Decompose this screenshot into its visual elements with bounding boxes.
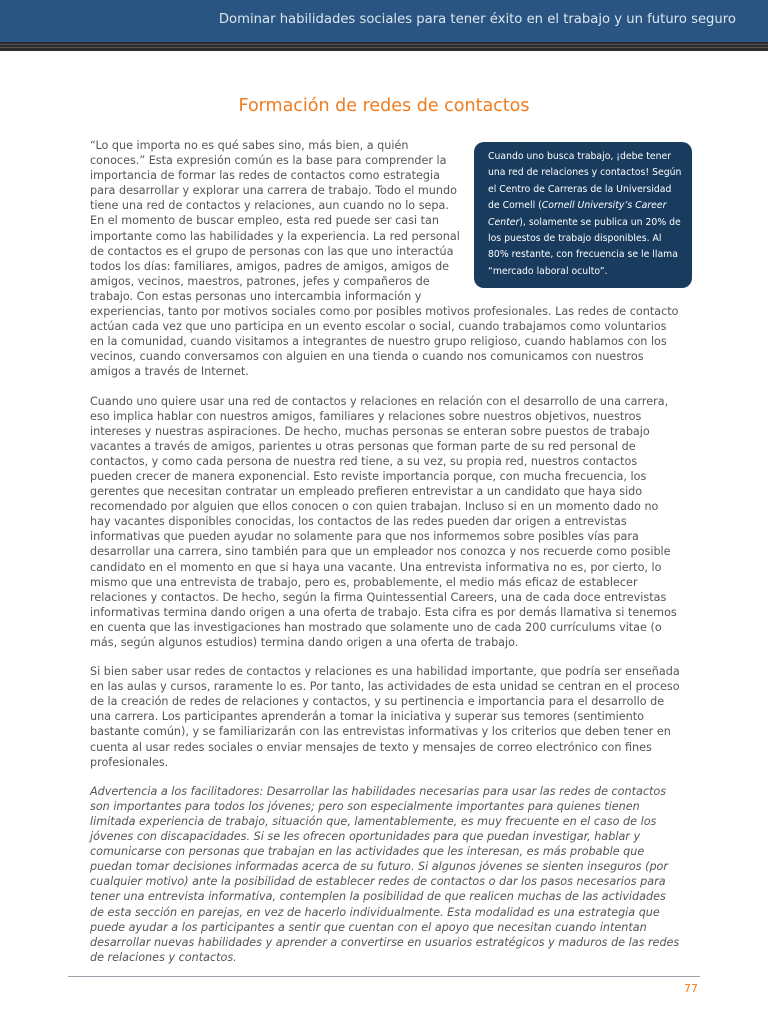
footer-divider [68,976,700,977]
page-number: 77 [684,982,698,995]
header-stripe-line [0,47,768,48]
facilitator-warning-text: Desarrollar las habilidades necesarias para usar las redes de contactos son importantes para todos los jóvenes; pero son especialmente importantes para quienes tienen limitada experiencia de trabajo, situación que, lamentablemente, es muy frecuente en el caso de los jóvenes con discapacidades. Si se les ofrecen oportunidades para que puedan investigar, hablar y comunicarse con personas que trabajan en las actividades que les interesan, es más probable que puedan tomar decisiones informadas acerca de su futuro. Si algunos jóvenes se sienten inseguros (por cualquier motivo) ante la posibilidad de establecer redes de contactos o dar los pasos necesarios para tener una entrevista informativa, contemplen la posibilidad de que realicen muchas de las actividades de esta sección en parejas, en vez de hacerlo individualmente. Esta modalidad es una estrategia que puede ayudar a los participantes a sentir que cuentan con el apoyo que necesitan cuando intentan desarrollar nuevas habilidades y aprender a convertirse en usuarios estratégicos y maduros de las redes de relaciones y contactos. [90,784,680,964]
callout-text-italic: Cornell University’s Career Center [488,200,667,228]
header-stripe [0,42,768,51]
header-stripe-line [0,44,768,45]
paragraph-intro: “Lo que importa no es qué sabes sino, más bien, a quién conoces.” Esta expresión común es la base para comprender la importancia de formar las redes de contactos como estrategia para desarrollar y explorar una carrera de trabajo. Todo el mundo tiene una red de contactos y relaciones, aun cuando no lo sepa. En el momento de buscar empleo, esta red puede ser casi tan importante como las habilidades y la experiencia. La red personal de contactos es el grupo de personas con las que uno interactúa todos los días: familiares, amigos, padres de amigos, amigos de amigos, vecinos, maestros, patrones, jefes y compañeros de trabajo. Con estas personas uno intercambia información y experiencias, tanto por motivos sociales como por posibles motivos profesionales. Las redes de contacto actúan cada vez que uno participa en un evento escolar o social, cuando trabajamos como voluntarios en la comunidad, cuando visitamos a integrantes de nuestro grupo religioso, cuando hablamos con los vecinos, cuando conversamos con alguien en una tienda o cuando nos comunicamos con nuestros amigos a través de Internet. [90,139,679,379]
header-bar [0,0,768,42]
paragraph-facilitator-warning [90,784,680,965]
page-title: Formación de redes de contactos [238,96,530,116]
running-header-title: Dominar habilidades sociales para tener éxito en el trabajo y un futuro seguro [218,12,736,27]
paragraph-career-networking: Cuando uno quiere usar una red de contactos y relaciones en relación con el desarrollo de una carrera, eso implica hablar con nuestros amigos, familiares y relaciones sobre nuestros objetivos, nuestros intereses y nuestras aspiraciones. De hecho, muchas personas se enteran sobre puestos de trabajo vacantes a través de amigos, parientes u otras personas que forman parte de su red personal de contactos, y como cada persona de nuestra red tiene, a su vez, su propia red, nuestros contactos pueden crecer de manera exponencial. Esto reviste importancia porque, con mucha frecuencia, los gerentes que necesitan contratar un empleado prefieren entrevistar a un candidato que haya sido recomendado por alguien que ellos conocen o con quien trabajan. Incluso si en un momento dado no hay vacantes disponibles conocidas, los contactos de las redes pueden dar origen a entrevistas informativas que pueden ayudar no solamente para que nos informemos sobre posibles vías para desarrollar una carrera, sino también para que un empleador nos conozca y nos recuerde como posible candidato en el momento en que si haya una vacante. Una entrevista informativa no es, por cierto, lo mismo que una entrevista de trabajo, pero es, probablemente, el medio más eficaz de establecer relaciones y contactos. De hecho, según la firma Quintessential Careers, una de cada doce entrevistas informativas termina dando origen a una oferta de trabajo. Esta cifra es por demás llamativa si tenemos en cuenta que las investigaciones han mostrado que solamente uno de cada 200 currículums vitae (o más, según algunos estudios) termina dando origen a una oferta de trabajo. [90,394,677,649]
body-text [90,138,680,979]
callout-text-1: Cuando uno busca trabajo, ¡debe tener una red de relaciones y contactos! Según el Centro de Carreras de la Universidad de Cornell ( [488,151,682,212]
paragraph-unit-activities: Si bien saber usar redes de contactos y relaciones es una habilidad importante, que podría ser enseñada en las aulas y cursos, raramente lo es. Por tanto, las actividades de esta unidad se centran en el proceso de la creación de redes de relaciones y contactos, y su pertinencia e importancia para el desarrollo de una carrera. Los participantes aprenderán a tomar la iniciativa y superar sus temores (sentimiento bastante común), y se familiarizarán con las entrevistas informativas y los criterios que deben tener en cuenta al usar redes sociales o enviar mensajes de texto y mensajes de correo electrónico con fines profesionales. [90,665,680,769]
facilitator-warning-label: Advertencia a los facilitadores: [90,784,264,798]
callout-box [474,142,692,288]
callout-text-2: ), solamente se publica un 20% de los puestos de trabajo disponibles. Al 80% restante, con frecuencia se le llama “mercado laboral oculto”. [488,216,681,277]
